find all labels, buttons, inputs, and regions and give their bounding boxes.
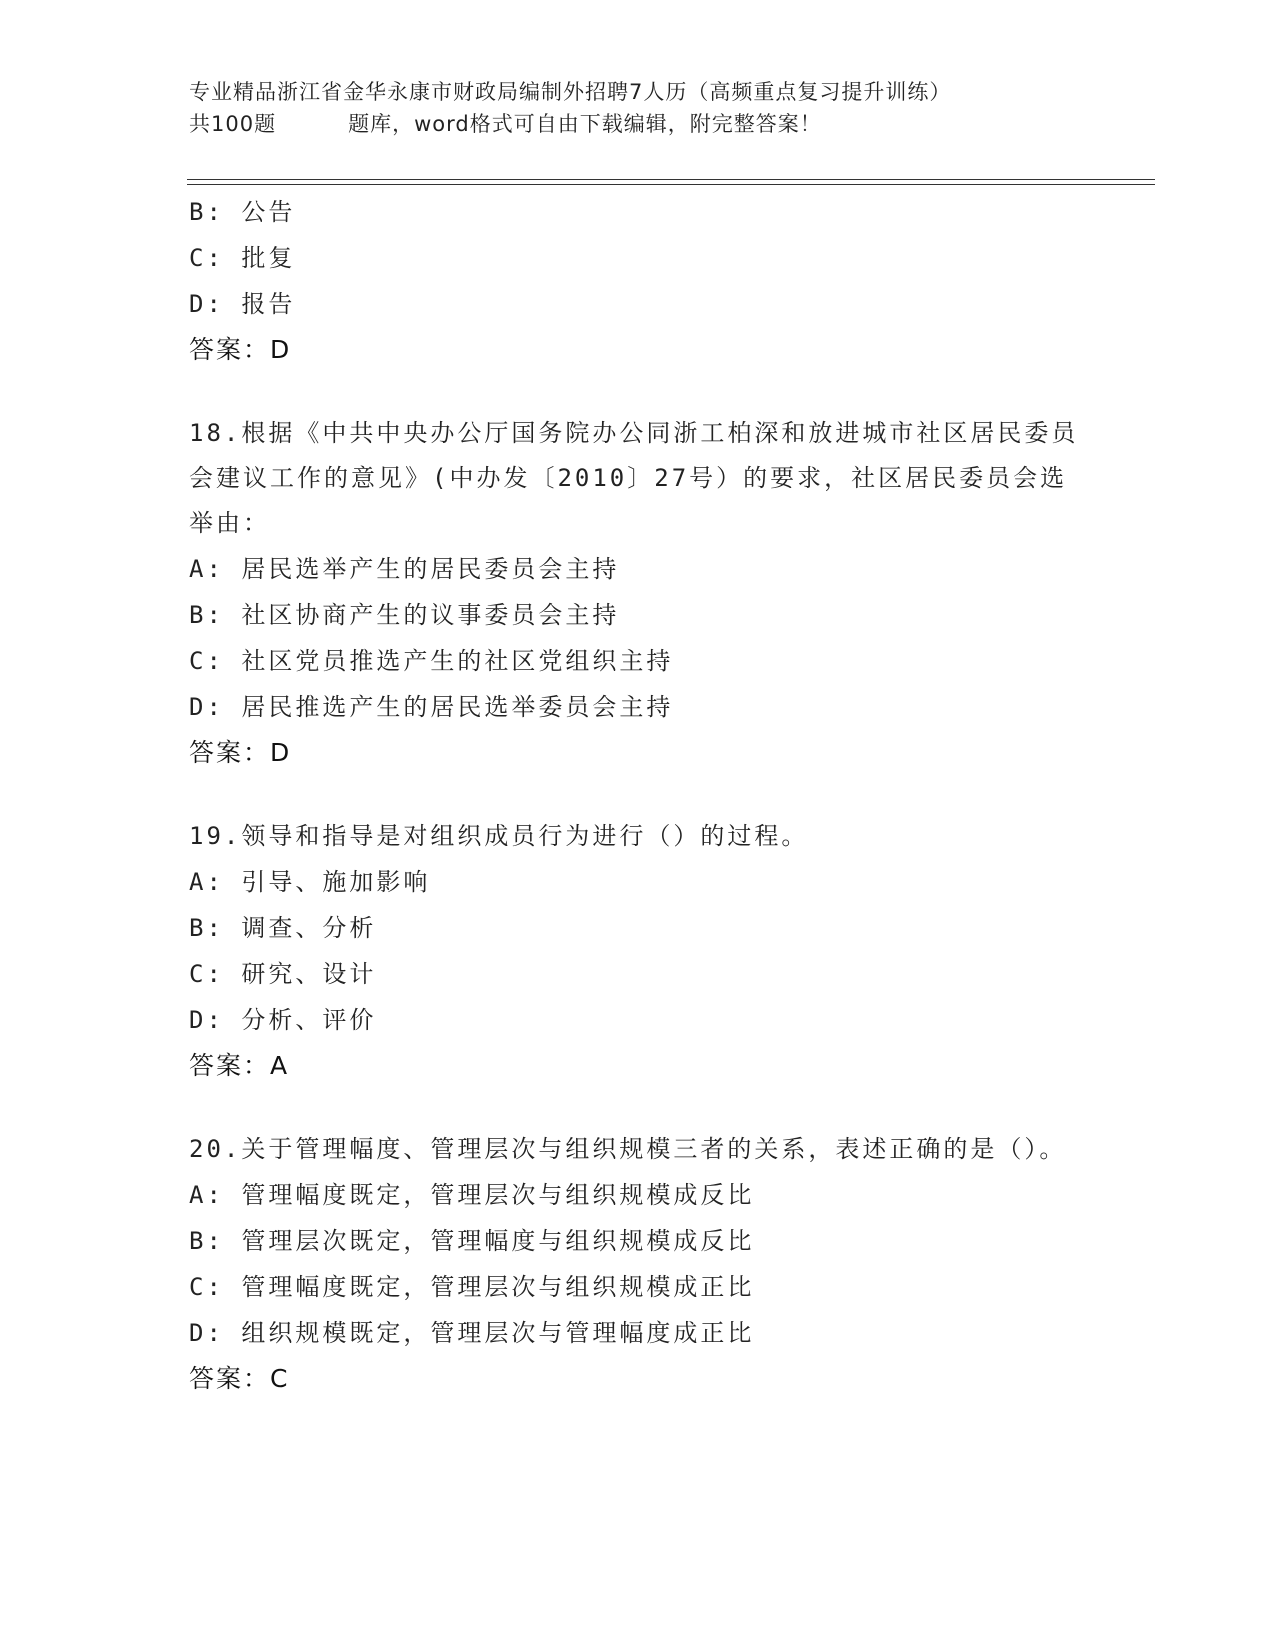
answer-line: 答案：A <box>189 1051 290 1080</box>
option-b: B: 公告 <box>189 198 296 226</box>
question-stem: 19.领导和指导是对组织成员行为进行（）的过程。 <box>189 822 809 850</box>
header-subtitle <box>189 108 1089 140</box>
answer-line: 答案：C <box>189 1364 290 1393</box>
option-b: B: 社区协商产生的议事委员会主持 <box>189 601 620 629</box>
question-list <box>189 189 1089 1402</box>
option-c: C: 社区党员推选产生的社区党组织主持 <box>189 647 674 675</box>
option-c: C: 研究、设计 <box>189 960 377 988</box>
option-c: C: 管理幅度既定，管理层次与组织规模成正比 <box>189 1273 755 1301</box>
header-divider-top <box>187 179 1155 180</box>
header-title: 专业精品浙江省金华永康市财政局编制外招聘7人历（高频重点复习提升训练） <box>189 80 952 104</box>
page-header <box>189 76 1089 140</box>
option-d: D: 分析、评价 <box>189 1006 377 1034</box>
header-divider-bottom <box>187 184 1155 185</box>
option-b: B: 调查、分析 <box>189 914 377 942</box>
option-d: D: 组织规模既定，管理层次与管理幅度成正比 <box>189 1319 755 1347</box>
question-19 <box>189 814 1089 1089</box>
answer-line: 答案：D <box>189 738 292 767</box>
option-d: D: 报告 <box>189 290 296 318</box>
option-c: C: 批复 <box>189 244 296 272</box>
question-stem: 18.根据《中共中央办公厅国务院办公同浙工柏深和放进城市社区居民委员会建议工作的意见》(中办发〔2010〕27号）的要求，社区居民委员会选举由： <box>189 419 1079 537</box>
question-17 <box>189 189 1089 373</box>
header-description: 题库，word格式可自由下载编辑，附完整答案！ <box>348 112 822 136</box>
question-20 <box>189 1127 1089 1402</box>
question-stem: 20.关于管理幅度、管理层次与组织规模三者的关系，表述正确的是（）。 <box>189 1135 1067 1163</box>
option-a: A: 居民选举产生的居民委员会主持 <box>189 555 620 583</box>
option-a: A: 引导、施加影响 <box>189 868 431 896</box>
answer-line: 答案：D <box>189 335 292 364</box>
option-a: A: 管理幅度既定，管理层次与组织规模成反比 <box>189 1181 755 1209</box>
option-b: B: 管理层次既定，管理幅度与组织规模成反比 <box>189 1227 755 1255</box>
option-d: D: 居民推选产生的居民选举委员会主持 <box>189 693 674 721</box>
header-question-count: 共100题 <box>189 112 277 136</box>
question-18 <box>189 411 1089 776</box>
